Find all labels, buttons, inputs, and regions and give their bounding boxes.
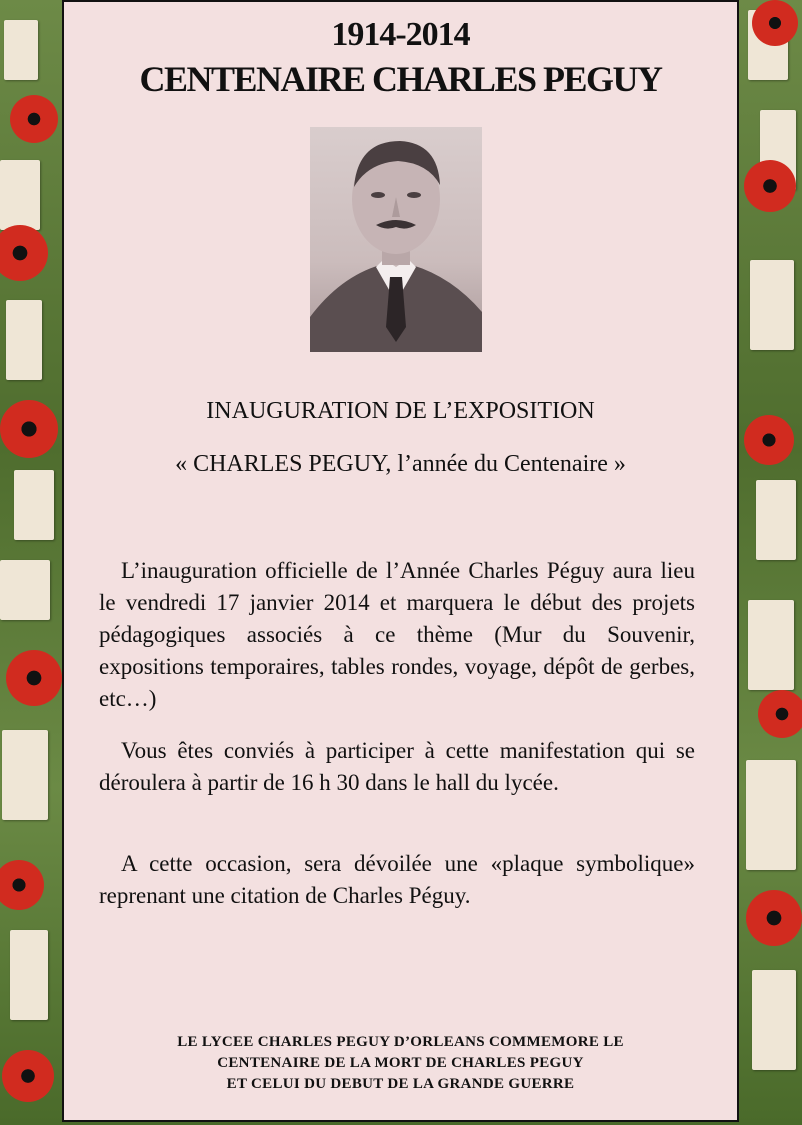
cross-decoration [0,160,40,230]
footer-statement [64,1032,737,1095]
cross-decoration [752,970,796,1070]
footer-line-2: CENTENAIRE DE LA MORT DE CHARLES PEGUY [217,1055,584,1071]
footer-line-3: ET CELUI DU DEBUT DE LA GRANDE GUERRE [226,1076,575,1092]
poppy-decoration [752,0,798,46]
cross-decoration [4,20,38,80]
portrait-photo [310,127,482,352]
paragraph-plaque: A cette occasion, sera dévoilée une «plaque symbolique» reprenant une citation de Charles Péguy. [99,851,695,908]
poppy-decoration [744,160,796,212]
cross-decoration [6,300,42,380]
cross-decoration [10,930,48,1020]
poppy-decoration [0,400,58,458]
portrait-illustration [310,127,482,352]
poppy-decoration [746,890,802,946]
cross-decoration [756,480,796,560]
poppy-decoration [758,690,802,738]
poppy-decoration [744,415,794,465]
announcement-panel [62,0,739,1122]
footer-line-1: LE LYCEE CHARLES PEGUY D’ORLEANS COMMEMORE LE [177,1034,624,1050]
cross-decoration [14,470,54,540]
exhibition-heading: INAUGURATION DE L’EXPOSITION [206,398,595,424]
poppy-decoration [10,95,58,143]
cross-decoration [746,760,796,870]
poppy-decoration [2,1050,54,1102]
poppy-decoration [0,225,48,281]
poppy-decoration [0,860,44,910]
cross-decoration [0,560,50,620]
years-title: 1914-2014 [331,16,470,53]
paragraph-inauguration: L’inauguration officielle de l’Année Charles Péguy aura lieu le vendredi 17 janvier 2014 et marquera le début des projets pédagogiques associés à ce thème (Mur du Souvenir, expositions temporaires, tables rondes, voyage, dépôt de gerbes, etc…) [99,558,695,711]
paragraph-invitation: Vous êtes conviés à participer à cette manifestation qui se déroulera à partir de 16 h 30 dans le hall du lycée. [99,738,695,795]
cross-decoration [750,260,794,350]
exhibition-subtitle: « CHARLES PEGUY, l’année du Centenaire » [175,451,626,477]
cross-decoration [748,600,794,690]
cross-decoration [2,730,48,820]
centenary-title: CENTENAIRE CHARLES PEGUY [139,59,662,99]
poppy-decoration [6,650,62,706]
